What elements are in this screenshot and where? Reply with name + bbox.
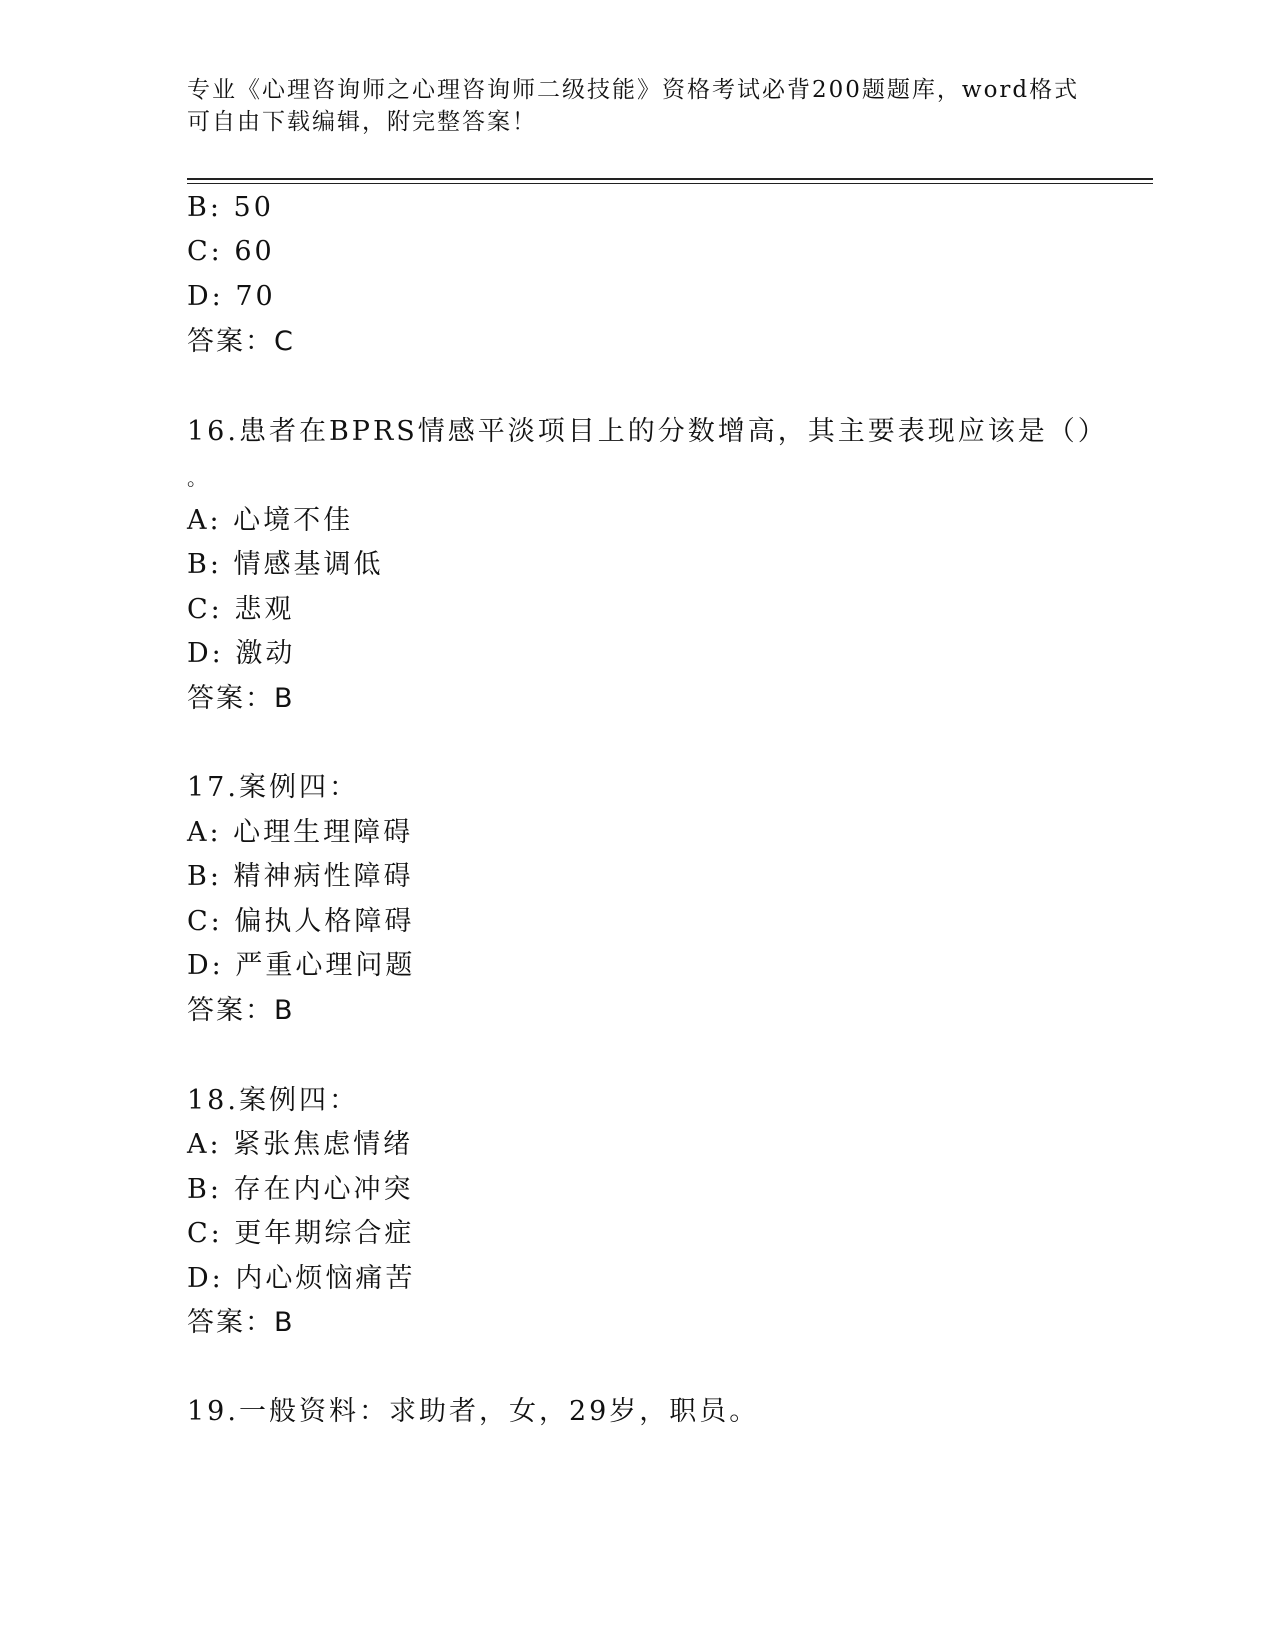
q16-option-c: C: 悲观 [187,594,295,625]
q16-stem: 16.患者在BPRS情感平淡项目上的分数增高，其主要表现应该是（） [187,416,1108,447]
header-rule-thick [187,178,1153,180]
q16-stem-continuation: 。 [187,466,210,490]
q18-stem: 18.案例四： [187,1085,359,1116]
q17-answer: 答案：B [187,995,295,1026]
q17-option-d: D: 严重心理问题 [187,950,416,981]
q16-option-b: B: 情感基调低 [187,549,384,580]
q15-option-c: C: 60 [187,236,275,267]
q15-option-b: B: 50 [187,192,274,223]
header-rule-thin [187,183,1153,184]
q15-option-d: D: 70 [187,281,276,312]
header-line-1: 专业《心理咨询师之心理咨询师二级技能》资格考试必背200题题库，word格式 [187,77,1080,103]
q17-option-b: B: 精神病性障碍 [187,861,414,892]
q17-option-c: C: 偏执人格障碍 [187,906,415,937]
q16-answer: 答案：B [187,683,295,714]
q18-option-a: A: 紧张焦虑情绪 [187,1129,414,1160]
q17-stem: 17.案例四： [187,772,359,803]
q18-option-d: D: 内心烦恼痛苦 [187,1263,416,1294]
document-header [187,74,1087,138]
q18-answer: 答案：B [187,1307,295,1338]
q17-option-a: A: 心理生理障碍 [187,817,414,848]
q16-option-d: D: 激动 [187,638,296,669]
q18-option-b: B: 存在内心冲突 [187,1174,414,1205]
q16-option-a: A: 心境不佳 [187,505,354,536]
q19-stem: 19.一般资料：求助者，女，29岁，职员。 [187,1396,760,1427]
q18-option-c: C: 更年期综合症 [187,1218,415,1249]
header-line-2: 可自由下载编辑，附完整答案！ [187,109,537,135]
q15-answer: 答案：C [187,326,295,357]
